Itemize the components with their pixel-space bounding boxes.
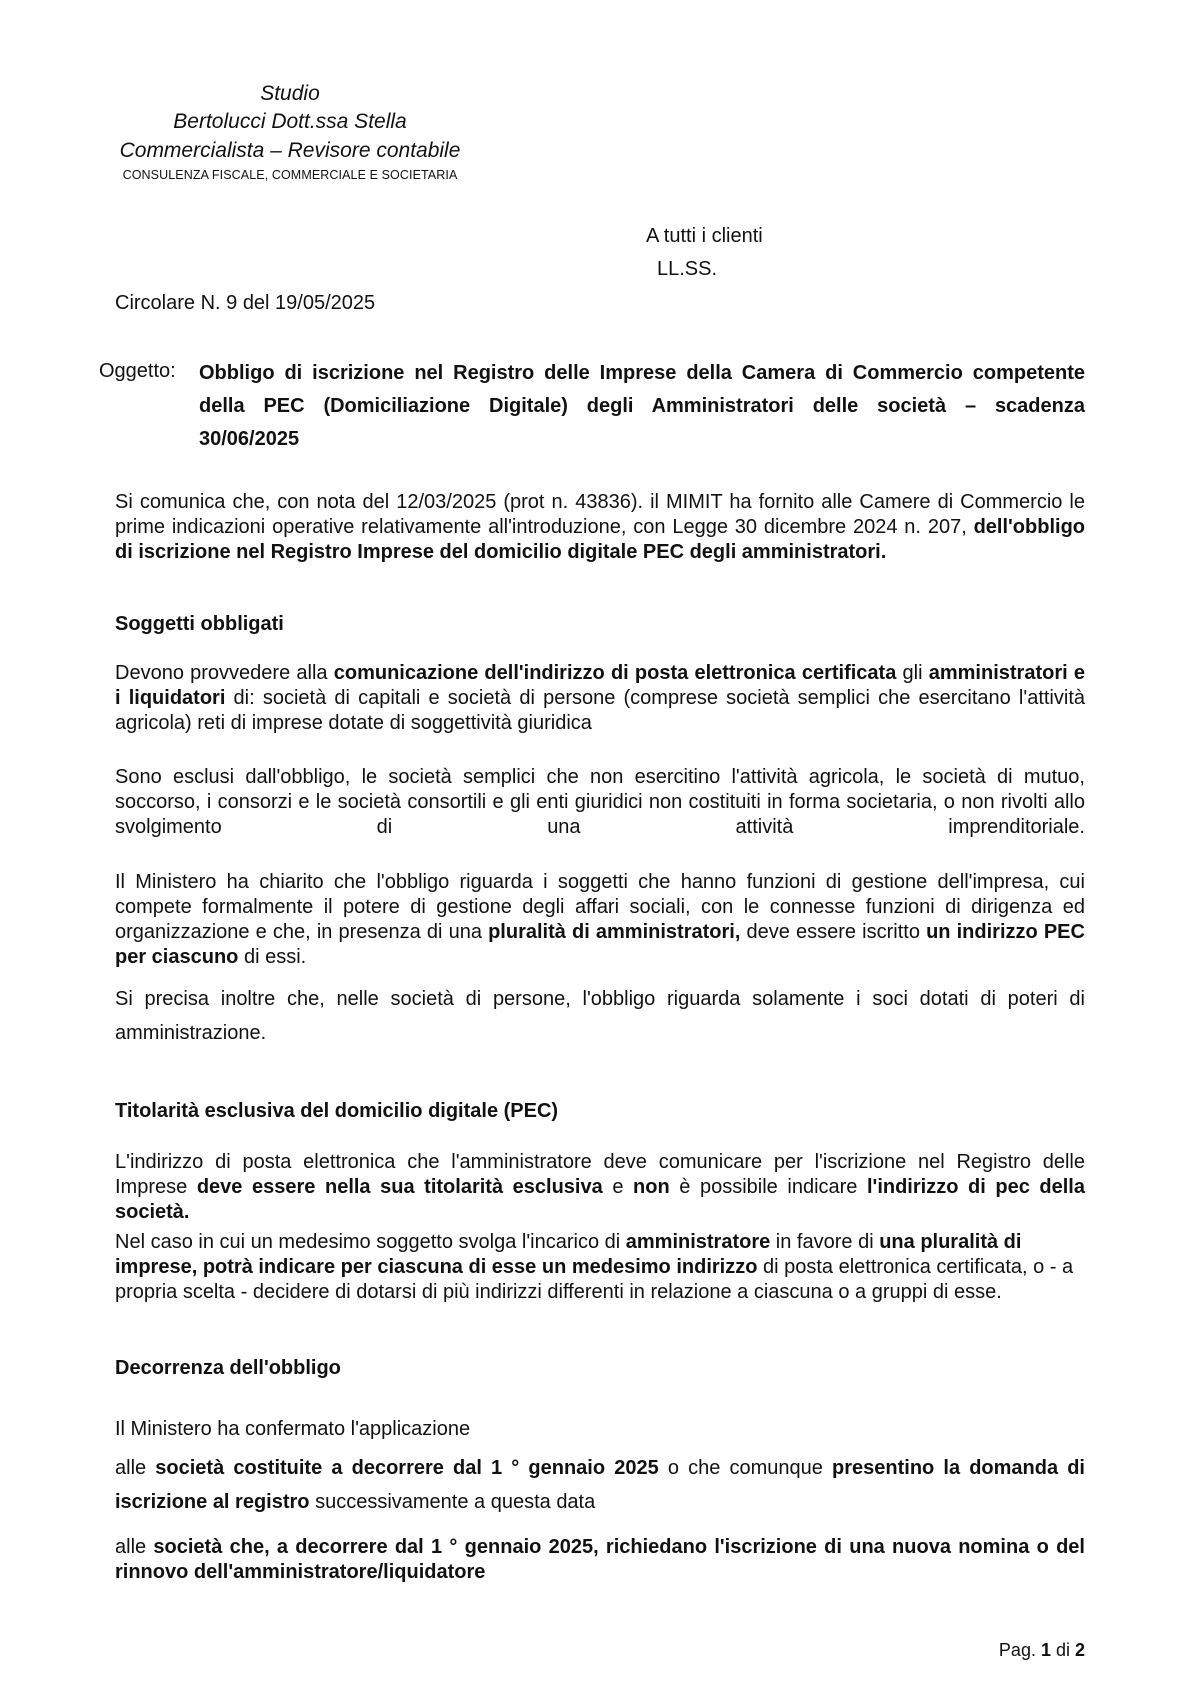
recipient-line2: LL.SS.	[657, 258, 718, 280]
section1-paragraph2	[115, 765, 1085, 840]
studio-profession: Commercialista – Revisore contabile	[119, 139, 461, 162]
bold-run: presentino la domanda di iscrizione al registro	[115, 1457, 1085, 1513]
text-run: gli	[896, 662, 929, 684]
section2-paragraph2	[115, 1230, 1085, 1305]
subject-label: Oggetto:	[99, 360, 176, 382]
bold-run: una pluralità di imprese, potrà indicare per ciascuna di esse un medesimo indirizzo	[115, 1231, 1022, 1278]
text-run: in favore di	[770, 1231, 880, 1253]
text-run: alle	[115, 1536, 154, 1558]
intro-bold: dell'obbligo di iscrizione nel Registro Imprese del domicilio digitale PEC degli amministratori.	[115, 516, 1085, 563]
page-total: 2	[1074, 1640, 1085, 1660]
bold-run: deve essere nella sua titolarità esclusiva	[196, 1176, 603, 1198]
section3-paragraph1: Il Ministero ha confermato l'applicazione	[115, 1418, 471, 1440]
section1-paragraph3	[115, 870, 1085, 970]
intro-paragraph	[115, 490, 1085, 565]
subject-line2: della PEC (Domiciliazione Digitale) degli Amministratori delle società – scadenza	[199, 395, 1085, 417]
page-middle: di	[1050, 1640, 1075, 1660]
bold-run: società costituite a decorrere dal 1 ° gennaio 2025	[155, 1457, 659, 1479]
subject-line3: 30/06/2025	[199, 428, 300, 450]
text-run: o che comunque	[658, 1457, 833, 1479]
text-run: alle	[115, 1457, 156, 1479]
section-title-soggetti: Soggetti obbligati	[115, 613, 284, 635]
section1-paragraph4	[115, 982, 1085, 1050]
section3-paragraph3	[115, 1535, 1085, 1585]
subject-line1: Obbligo di iscrizione nel Registro delle Imprese della Camera di Commercio competente	[199, 362, 1085, 384]
bold-run: non	[633, 1176, 670, 1198]
bold-run: pluralità di amministratori,	[488, 921, 741, 943]
bold-run: amministratore	[625, 1231, 771, 1253]
section3-paragraph2	[115, 1451, 1085, 1519]
section-title-titolarita: Titolarità esclusiva del domicilio digitale (PEC)	[115, 1100, 559, 1122]
bold-run: l'indirizzo di pec della società.	[115, 1176, 1085, 1223]
recipient-line1: A tutti i clienti	[646, 225, 763, 247]
studio-services: CONSULENZA FISCALE, COMMERCIALE E SOCIETARIA	[122, 168, 458, 182]
text-run: Si precisa inoltre che, nelle società di persone, l'obbligo riguarda solamente i soci dotati di poteri di amministrazione.	[115, 988, 1085, 1044]
text-run: è possibile indicare	[669, 1176, 867, 1198]
text-run: e	[602, 1176, 634, 1198]
text-run: di: società di capitali e società di persone (comprese società semplici che esercitano l'attività agricola) reti di imprese dotate di soggettività giuridica	[115, 687, 1085, 734]
page-number	[999, 1640, 1085, 1661]
page-current: 1	[1040, 1640, 1051, 1660]
text-run: Il Ministero ha chiarito che l'obbligo riguarda i soggetti che hanno funzioni di gestione dell'impresa, cui compete formalmente il potere di gestione degli affari sociali, con le connesse funzioni di dirigenza ed organizzazione e che, in presenza di una	[115, 871, 1085, 943]
section1-paragraph1	[115, 661, 1085, 736]
section2-paragraph1	[115, 1150, 1085, 1225]
text-run: deve essere iscritto	[740, 921, 927, 943]
subject-text	[199, 357, 1085, 456]
text-run: Devono provvedere alla	[115, 662, 334, 684]
section-title-decorrenza: Decorrenza dell'obbligo	[115, 1357, 341, 1379]
studio-name-line1: Studio	[260, 82, 320, 105]
page-prefix: Pag.	[998, 1640, 1041, 1660]
text-run: di essi.	[238, 946, 307, 968]
text-run: Sono esclusi dall'obbligo, le società semplici che non esercitino l'attività agricola, le società di mutuo, soccorso, i consorzi e le società consortili e gli enti giuridici non costituiti in forma societaria, o non rivolti allo svolgimento di una attività imprenditoriale.	[115, 766, 1085, 838]
studio-name-line2: Bertolucci Dott.ssa Stella	[173, 110, 407, 133]
text-run: Nel caso in cui un medesimo soggetto svolga l'incarico di	[115, 1231, 626, 1253]
bold-run: un indirizzo PEC per ciascuno	[115, 921, 1085, 968]
bold-run: amministratori e i liquidatori	[115, 662, 1085, 709]
circular-number: Circolare N. 9 del 19/05/2025	[115, 292, 376, 314]
text-run: di posta elettronica certificata, o - a propria scelta - decidere di dotarsi di più indirizzi differenti in relazione a ciascuna o a gruppi di esse.	[115, 1256, 1074, 1303]
text-run: L'indirizzo di posta elettronica che l'amministratore deve comunicare per l'iscrizione nel Registro delle Imprese	[115, 1151, 1085, 1198]
studio-header	[100, 80, 480, 185]
bold-run: società che, a decorrere dal 1 ° gennaio 2025, richiedano l'iscrizione di una nuova nomina o del rinnovo dell'amministratore/liquidatore	[115, 1536, 1085, 1583]
intro-text: Si comunica che, con nota del 12/03/2025 (prot n. 43836). il MIMIT ha fornito alle Camere di Commercio le prime indicazioni operative relativamente all'introduzione, con Legge 30 dicembre 2024 n. 207,	[115, 491, 1085, 538]
text-run: successivamente a questa data	[309, 1491, 596, 1513]
bold-run: comunicazione dell'indirizzo di posta elettronica certificata	[333, 662, 897, 684]
